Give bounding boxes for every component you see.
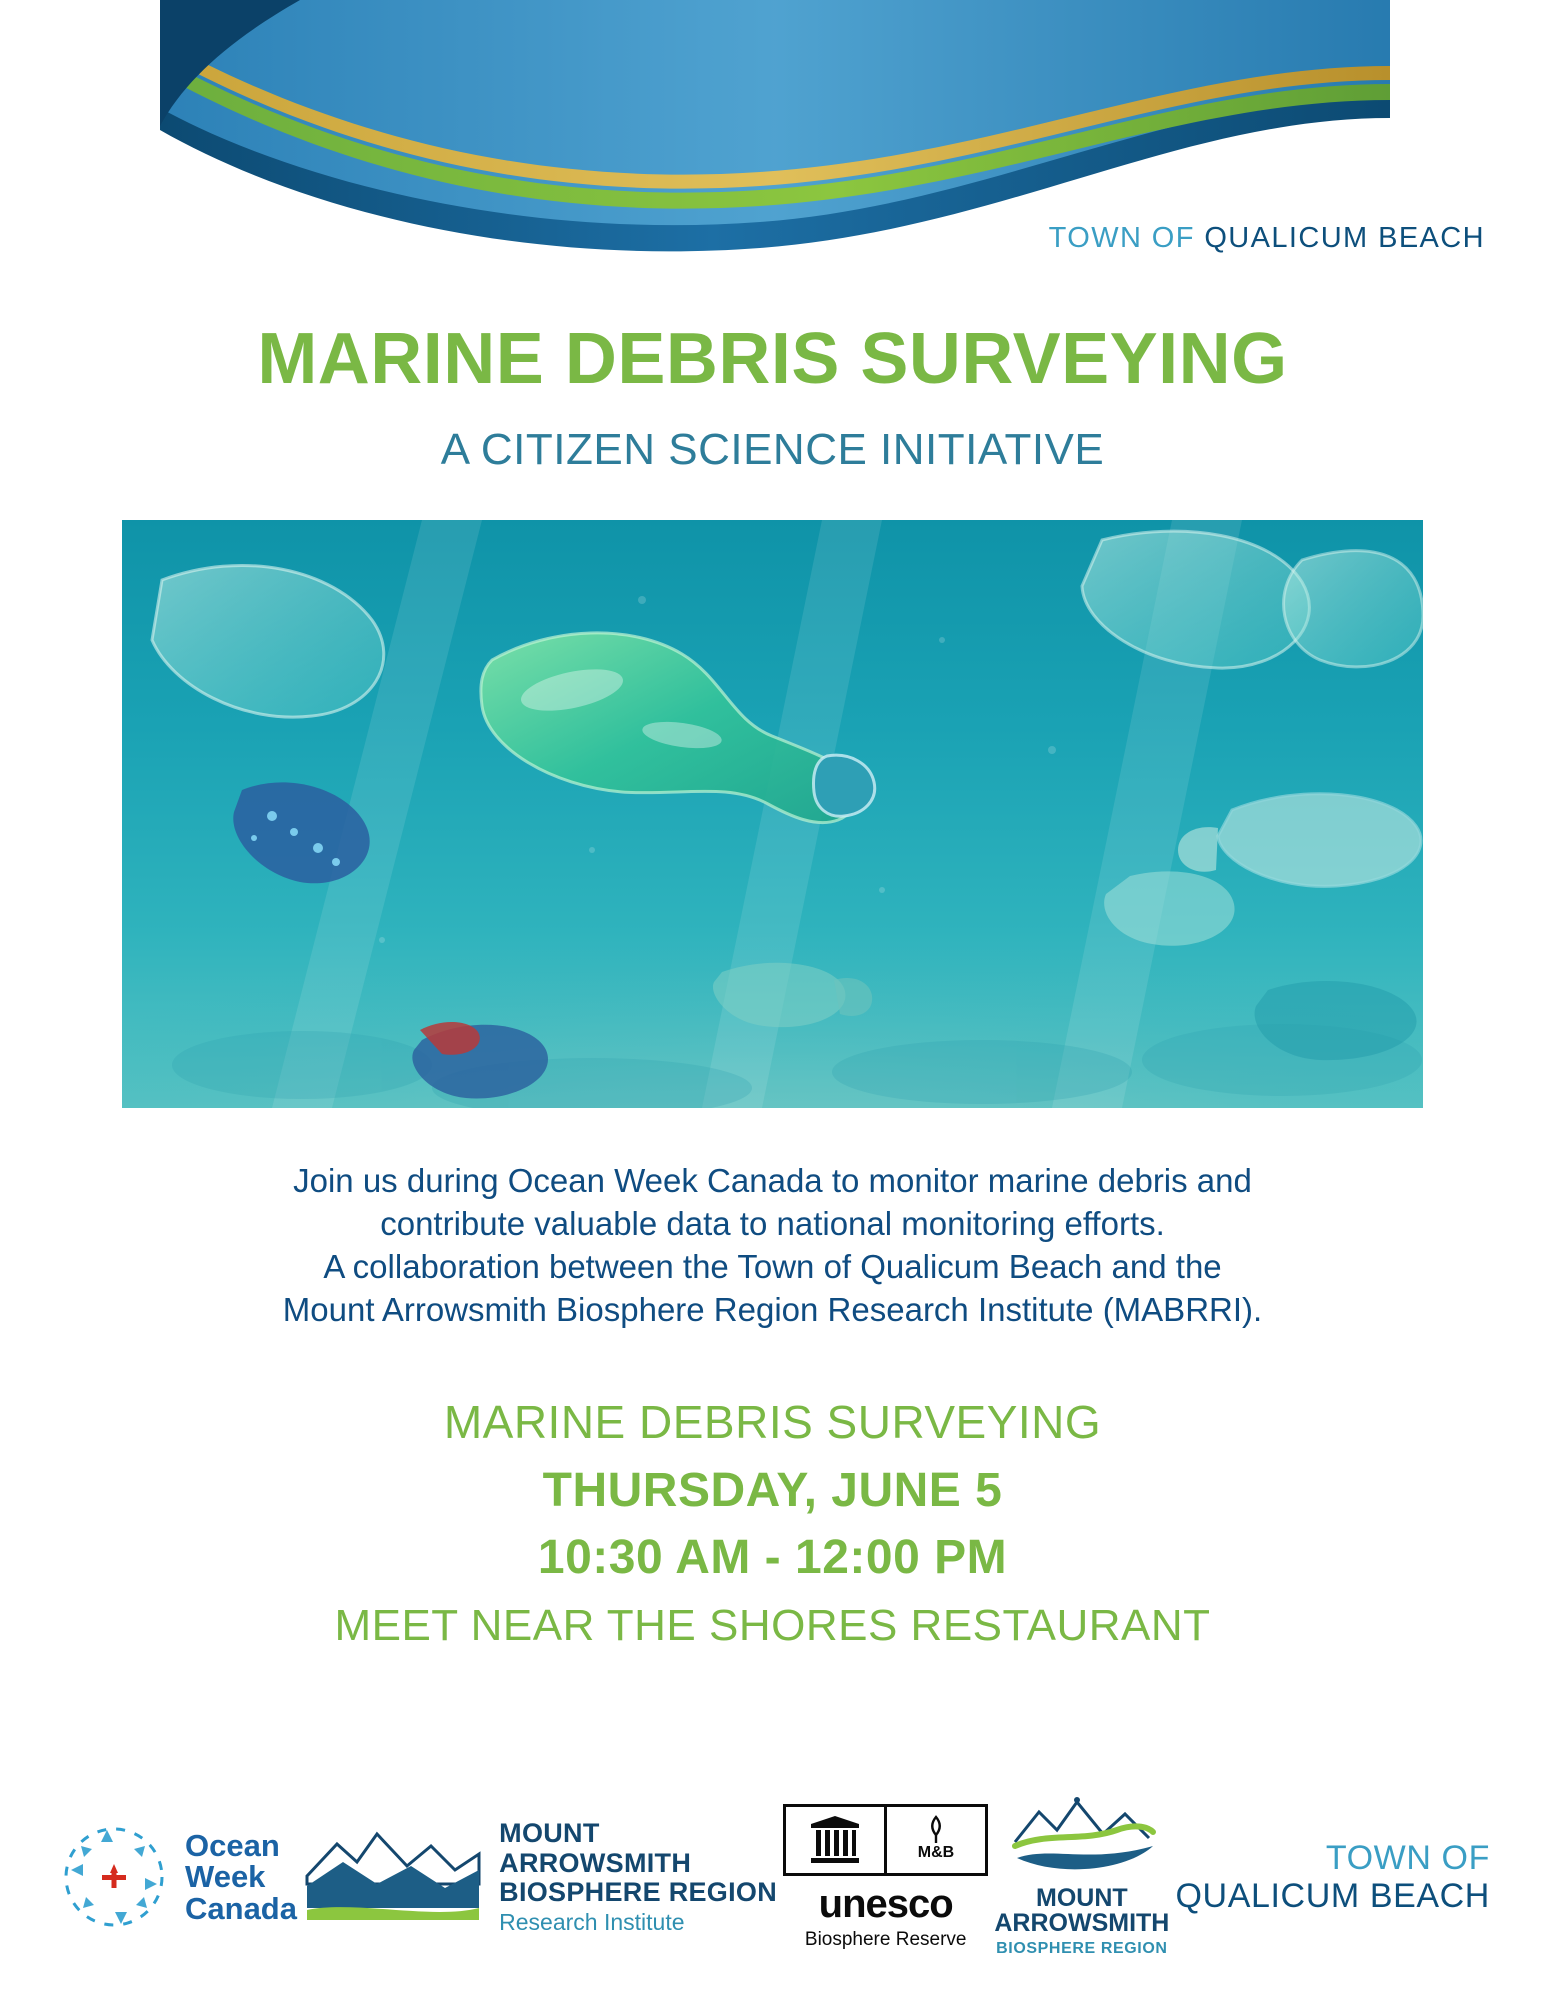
header-banner <box>0 0 1545 300</box>
svg-text:M&B: M&B <box>917 1843 955 1861</box>
owc-line-3: Canada <box>185 1890 297 1926</box>
mabrri-line-3: BIOSPHERE REGION <box>499 1876 778 1907</box>
town-footer-line-1: TOWN OF <box>1325 1838 1490 1877</box>
unesco-mab-icon <box>884 1807 985 1873</box>
unesco-temple-icon <box>786 1807 884 1873</box>
mabr-line-2: ARROWSMITH <box>994 1909 1170 1937</box>
partner-logos <box>55 1802 1490 1957</box>
event-details <box>0 1395 1545 1651</box>
mountain-range-icon <box>303 1822 483 1932</box>
town-wordmark-header-line1: TOWN OF <box>1048 222 1195 254</box>
event-location: MEET NEAR THE SHORES RESTAURANT <box>334 1601 1211 1650</box>
description-paragraph <box>120 1160 1425 1332</box>
description-line-4: Mount Arrowsmith Biosphere Region Research Institute (MABRRI). <box>282 1290 1263 1328</box>
mabr-wordmark <box>994 1886 1169 1936</box>
event-date: THURSDAY, JUNE 5 <box>542 1464 1003 1517</box>
logo-unesco <box>783 1804 988 1951</box>
description-line-1: Join us during Ocean Week Canada to monitor marine debris and <box>293 1162 1252 1199</box>
mabr-mountain-leaf-icon <box>1007 1796 1157 1882</box>
logo-ocean-week-canada <box>55 1818 297 1936</box>
logo-mabrri <box>303 1819 777 1934</box>
ocean-week-canada-wordmark <box>185 1827 297 1926</box>
owc-line-1: Ocean <box>185 1827 280 1863</box>
mabr-line-1: MOUNT <box>1036 1884 1128 1912</box>
unesco-subtitle: Biosphere Reserve <box>804 1928 967 1950</box>
page-subtitle: A CITIZEN SCIENCE INITIATIVE <box>440 425 1105 474</box>
logo-town-of-qualicum-beach <box>1176 1839 1490 1915</box>
mabrri-line-4: Research Institute <box>499 1908 685 1935</box>
wave-swoosh-icon <box>0 0 1545 300</box>
event-name: MARINE DEBRIS SURVEYING <box>443 1396 1102 1448</box>
town-wordmark-header-line2: QUALICUM BEACH <box>1204 222 1485 254</box>
event-time: 10:30 AM - 12:00 PM <box>537 1531 1008 1584</box>
mabrri-wordmark <box>499 1819 777 1934</box>
underwater-debris-icon <box>122 520 1423 1108</box>
logo-mabr <box>994 1796 1169 1958</box>
mabrri-line-1: MOUNT <box>499 1818 600 1849</box>
town-wordmark-footer <box>1176 1839 1490 1915</box>
description-line-2: contribute valuable data to national monitoring efforts. <box>380 1204 1165 1242</box>
hero-image <box>122 520 1423 1108</box>
town-footer-line-2: QUALICUM BEACH <box>1175 1877 1490 1915</box>
ocean-week-canada-ring-icon <box>55 1818 173 1936</box>
page-title: MARINE DEBRIS SURVEYING <box>257 319 1288 399</box>
mabr-line-3: BIOSPHERE REGION <box>996 1940 1168 1957</box>
owc-line-2: Week <box>185 1859 266 1895</box>
unesco-emblem-icon <box>783 1804 988 1876</box>
unesco-wordmark: unesco <box>818 1881 953 1926</box>
description-line-3: A collaboration between the Town of Qualicum Beach and the <box>323 1247 1222 1285</box>
mabrri-line-2: ARROWSMITH <box>499 1847 692 1878</box>
town-wordmark-header <box>1049 222 1485 255</box>
